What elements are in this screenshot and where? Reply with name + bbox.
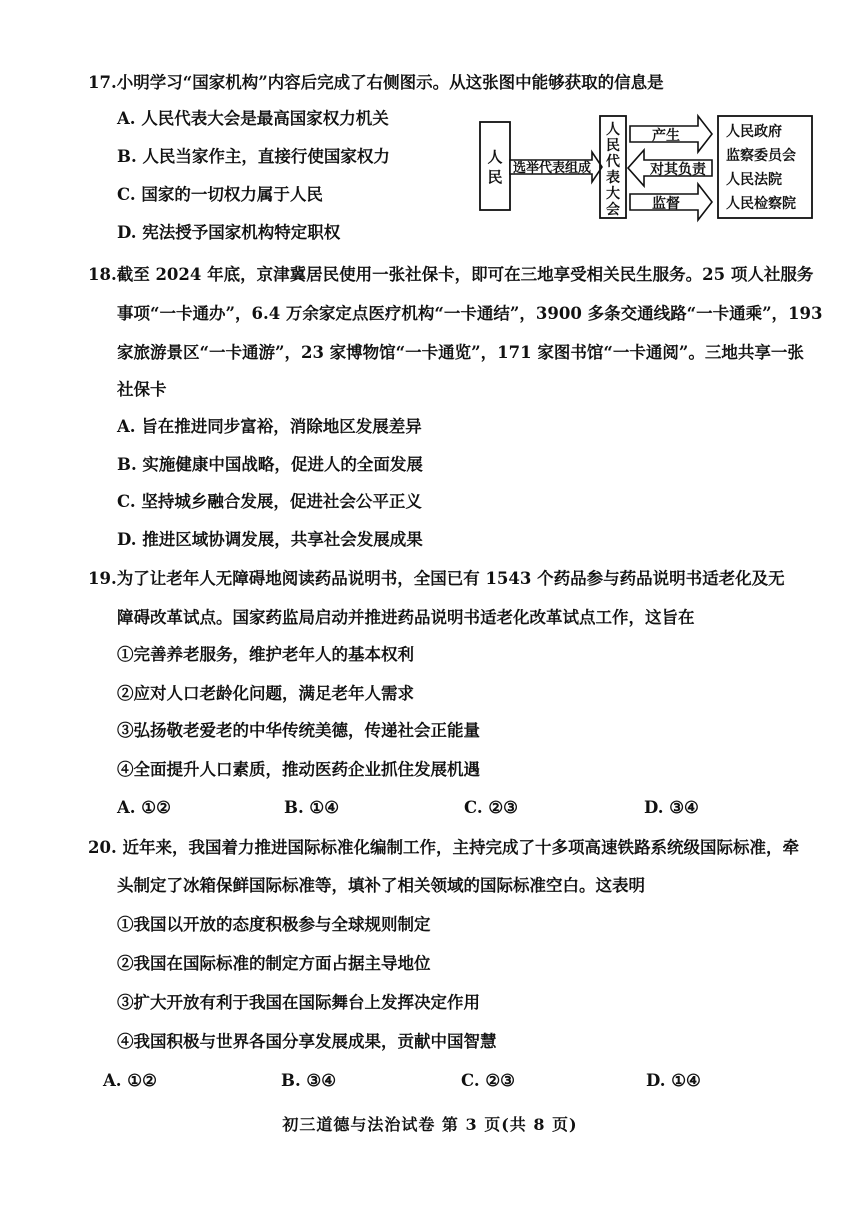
q18-stem-line-3: 家旅游景区“一卡通游”，23 家博物馆“一卡通览”，171 家图书馆“一卡通阅”。三地共享一张: [117, 343, 804, 362]
q18-stem-line-1: 18.截至 2024 年底，京津冀居民使用一张社保卡，即可在三地享受相关民生服务。25 项人社服务: [88, 265, 814, 284]
responsible-label: 对其负责: [650, 162, 706, 178]
q19-stem-line-2: 障碍改革试点。国家药监局启动并推进药品说明书适老化改革试点工作，这旨在: [117, 608, 695, 627]
produce-label: 产生: [652, 128, 680, 144]
congress-char-3: 代: [606, 154, 620, 170]
q18-option-d: D. 推进区域协调发展，共享社会发展成果: [117, 530, 423, 549]
q18-stem-line-2: 事项“一卡通办”，6.4 万余家定点医疗机构“一卡通结”，3900 多条交通线路“一卡通乘”，193: [117, 304, 823, 323]
q17-option-a: A. 人民代表大会是最高国家权力机关: [117, 109, 389, 128]
page-footer: 初三道德与法治试卷 第 3 页(共 8 页): [282, 1115, 578, 1134]
q20-stem-line-2: 头制定了冰箱保鲜国际标准等，填补了相关领域的国际标准空白。这表明: [117, 876, 645, 895]
q18-stem-line-4: 社保卡: [117, 380, 167, 399]
q19-statement-2: ②应对人口老龄化问题，满足老年人需求: [117, 684, 414, 703]
organ-court: 人民法院: [726, 172, 782, 188]
q18-option-c: C. 坚持城乡融合发展，促进社会公平正义: [117, 492, 422, 511]
q20-choice-d: D. ①④: [646, 1071, 701, 1090]
q19-statement-3: ③弘扬敬老爱老的中华传统美德，传递社会正能量: [117, 721, 480, 740]
q17-option-b: B. 人民当家作主，直接行使国家权力: [117, 147, 390, 166]
q19-choice-c: C. ②③: [464, 798, 518, 817]
elect-label: 选举代表组成: [512, 161, 592, 176]
q19-statement-1: ①完善养老服务，维护老年人的基本权利: [117, 645, 414, 664]
q20-statement-2: ②我国在国际标准的制定方面占据主导地位: [117, 954, 431, 973]
congress-char-4: 表: [606, 170, 620, 186]
congress-char-2: 民: [606, 138, 620, 154]
people-label-1: 人民: [487, 148, 503, 186]
q17-stem: 17.小明学习“国家机构”内容后完成了右侧图示。从这张图中能够获取的信息是: [88, 73, 664, 92]
q20-choice-b: B. ③④: [281, 1071, 337, 1090]
q17-option-c: C. 国家的一切权力属于人民: [117, 185, 323, 204]
congress-char-5: 大: [606, 186, 620, 202]
supervise-label: 监督: [652, 196, 680, 212]
q18-option-a: A. 旨在推进同步富裕，消除地区发展差异: [117, 417, 422, 436]
congress-char-6: 会: [606, 202, 620, 218]
q20-statement-4: ④我国积极与世界各国分享发展成果，贡献中国智慧: [117, 1032, 497, 1051]
organ-procuratorate: 人民检察院: [726, 196, 796, 212]
organ-government: 人民政府: [726, 124, 782, 140]
q17-option-d: D. 宪法授予国家机构特定职权: [117, 223, 341, 242]
q19-stem-line-1: 19.为了让老年人无障碍地阅读药品说明书，全国已有 1543 个药品参与药品说明书适老化及无: [88, 569, 785, 588]
people-box: [480, 122, 510, 210]
state-organs-diagram-svg: [476, 112, 816, 224]
state-organs-diagram: [476, 112, 816, 224]
q20-statement-3: ③扩大开放有利于我国在国际舞台上发挥决定作用: [117, 993, 480, 1012]
q18-option-b: B. 实施健康中国战略，促进人的全面发展: [117, 455, 423, 474]
q19-choice-b: B. ①④: [284, 798, 340, 817]
q20-statement-1: ①我国以开放的态度积极参与全球规则制定: [117, 915, 431, 934]
q19-statement-4: ④全面提升人口素质，推动医药企业抓住发展机遇: [117, 760, 480, 779]
congress-char-1: 人: [606, 122, 620, 138]
q19-choice-d: D. ③④: [644, 798, 699, 817]
q20-stem-line-1: 20. 近年来，我国着力推进国际标准化编制工作，主持完成了十多项高速铁路系统级国际标准，牵: [88, 838, 799, 857]
q20-choice-a: A. ①②: [103, 1071, 157, 1090]
organ-supervisory-commission: 监察委员会: [726, 148, 796, 164]
q19-choice-a: A. ①②: [117, 798, 171, 817]
q20-choice-c: C. ②③: [461, 1071, 515, 1090]
